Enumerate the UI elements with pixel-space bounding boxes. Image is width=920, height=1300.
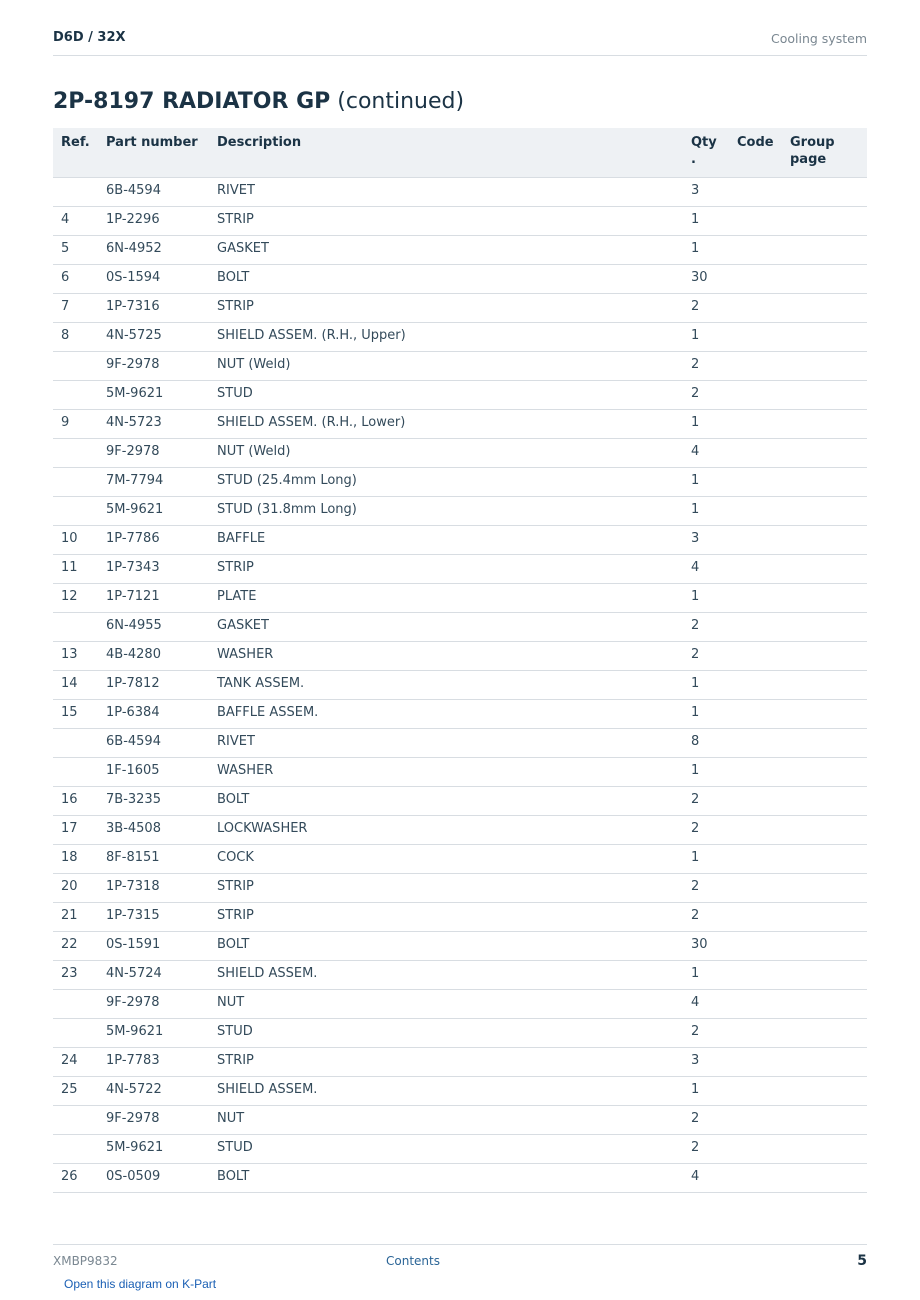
- cell-description: LOCKWASHER: [217, 815, 691, 844]
- table-row: [53, 960, 867, 989]
- table-row: [53, 380, 867, 409]
- cell-qty: 4: [691, 1163, 737, 1192]
- cell-code: [737, 206, 790, 235]
- cell-group-page: [790, 177, 867, 206]
- title-main: 2P-8197 RADIATOR GP: [53, 89, 331, 114]
- cell-part-number: 4N-5725: [106, 322, 217, 351]
- cell-description: STUD: [217, 1018, 691, 1047]
- cell-qty: 1: [691, 467, 737, 496]
- table-row: [53, 351, 867, 380]
- cell-ref: 7: [53, 293, 106, 322]
- cell-part-number: 1F-1605: [106, 757, 217, 786]
- cell-part-number: 1P-7783: [106, 1047, 217, 1076]
- table-row: [53, 699, 867, 728]
- cell-description: STRIP: [217, 902, 691, 931]
- cell-code: [737, 670, 790, 699]
- cell-group-page: [790, 960, 867, 989]
- cell-part-number: 0S-0509: [106, 1163, 217, 1192]
- cell-group-page: [790, 554, 867, 583]
- document-id: XMBP9832: [53, 1254, 118, 1268]
- cell-qty: 1: [691, 496, 737, 525]
- cell-part-number: 1P-7786: [106, 525, 217, 554]
- table-row: [53, 177, 867, 206]
- cell-qty: 3: [691, 525, 737, 554]
- parts-table: [53, 128, 867, 1193]
- cell-part-number: 1P-6384: [106, 699, 217, 728]
- cell-group-page: [790, 757, 867, 786]
- page-footer: [53, 1244, 867, 1275]
- cell-code: [737, 757, 790, 786]
- cell-part-number: 1P-7316: [106, 293, 217, 322]
- cell-description: BAFFLE: [217, 525, 691, 554]
- cell-qty: 1: [691, 757, 737, 786]
- cell-description: TANK ASSEM.: [217, 670, 691, 699]
- contents-link[interactable]: Contents: [386, 1254, 440, 1268]
- cell-code: [737, 1076, 790, 1105]
- cell-group-page: [790, 496, 867, 525]
- cell-ref: 15: [53, 699, 106, 728]
- col-desc-header: Description: [217, 128, 691, 177]
- cell-qty: 3: [691, 1047, 737, 1076]
- cell-code: [737, 554, 790, 583]
- cell-description: STUD (31.8mm Long): [217, 496, 691, 525]
- cell-group-page: [790, 1047, 867, 1076]
- cell-description: WASHER: [217, 641, 691, 670]
- cell-qty: 2: [691, 293, 737, 322]
- cell-part-number: 5M-9621: [106, 380, 217, 409]
- cell-group-page: [790, 409, 867, 438]
- table-row: [53, 322, 867, 351]
- cell-description: STUD (25.4mm Long): [217, 467, 691, 496]
- cell-qty: 1: [691, 1076, 737, 1105]
- cell-ref: 23: [53, 960, 106, 989]
- cell-ref: 13: [53, 641, 106, 670]
- cell-group-page: [790, 467, 867, 496]
- cell-code: [737, 612, 790, 641]
- cell-code: [737, 728, 790, 757]
- cell-description: RIVET: [217, 728, 691, 757]
- cell-description: BOLT: [217, 931, 691, 960]
- model-label: D6D / 32X: [53, 30, 126, 45]
- cell-code: [737, 525, 790, 554]
- cell-part-number: 1P-7343: [106, 554, 217, 583]
- cell-part-number: 6N-4952: [106, 235, 217, 264]
- cell-code: [737, 467, 790, 496]
- cell-part-number: 5M-9621: [106, 496, 217, 525]
- cell-code: [737, 989, 790, 1018]
- table-row: [53, 438, 867, 467]
- cell-description: SHIELD ASSEM.: [217, 1076, 691, 1105]
- cell-ref: [53, 177, 106, 206]
- cell-description: STRIP: [217, 206, 691, 235]
- cell-qty: 3: [691, 177, 737, 206]
- cell-ref: [53, 1105, 106, 1134]
- cell-description: BAFFLE ASSEM.: [217, 699, 691, 728]
- col-part-header: Part number: [106, 128, 217, 177]
- cell-code: [737, 177, 790, 206]
- cell-description: PLATE: [217, 583, 691, 612]
- cell-ref: [53, 351, 106, 380]
- cell-qty: 2: [691, 902, 737, 931]
- cell-ref: 9: [53, 409, 106, 438]
- page-header: [53, 28, 867, 56]
- cell-ref: [53, 467, 106, 496]
- cell-description: STUD: [217, 1134, 691, 1163]
- cell-code: [737, 960, 790, 989]
- col-group-header: Group page: [790, 128, 867, 177]
- cell-description: NUT: [217, 1105, 691, 1134]
- cell-group-page: [790, 931, 867, 960]
- cell-qty: 2: [691, 1018, 737, 1047]
- cell-qty: 4: [691, 438, 737, 467]
- col-qty-header: Qty .: [691, 128, 737, 177]
- cell-code: [737, 902, 790, 931]
- cell-description: STRIP: [217, 293, 691, 322]
- table-row: [53, 757, 867, 786]
- cell-code: [737, 873, 790, 902]
- cell-group-page: [790, 293, 867, 322]
- cell-ref: [53, 989, 106, 1018]
- cell-qty: 2: [691, 786, 737, 815]
- cell-part-number: 9F-2978: [106, 989, 217, 1018]
- cell-qty: 1: [691, 235, 737, 264]
- cell-ref: 5: [53, 235, 106, 264]
- cell-part-number: 1P-7121: [106, 583, 217, 612]
- cell-group-page: [790, 815, 867, 844]
- cell-group-page: [790, 351, 867, 380]
- cell-part-number: 1P-2296: [106, 206, 217, 235]
- cell-code: [737, 293, 790, 322]
- cell-code: [737, 1105, 790, 1134]
- cell-ref: 4: [53, 206, 106, 235]
- cell-part-number: 6B-4594: [106, 728, 217, 757]
- cell-code: [737, 1047, 790, 1076]
- cell-ref: [53, 496, 106, 525]
- cell-ref: [53, 728, 106, 757]
- table-row: [53, 873, 867, 902]
- cell-group-page: [790, 670, 867, 699]
- cell-code: [737, 1134, 790, 1163]
- cell-description: SHIELD ASSEM. (R.H., Upper): [217, 322, 691, 351]
- cell-qty: 30: [691, 264, 737, 293]
- cell-ref: 24: [53, 1047, 106, 1076]
- table-row: [53, 844, 867, 873]
- section-label: Cooling system: [771, 31, 867, 46]
- cell-part-number: 0S-1594: [106, 264, 217, 293]
- cell-group-page: [790, 612, 867, 641]
- cell-ref: [53, 438, 106, 467]
- table-row: [53, 670, 867, 699]
- table-row: [53, 1018, 867, 1047]
- cell-ref: 21: [53, 902, 106, 931]
- table-row: [53, 467, 867, 496]
- cell-qty: 8: [691, 728, 737, 757]
- cell-qty: 2: [691, 380, 737, 409]
- table-row: [53, 931, 867, 960]
- cell-ref: [53, 757, 106, 786]
- cell-ref: 18: [53, 844, 106, 873]
- table-row: [53, 1105, 867, 1134]
- cell-code: [737, 583, 790, 612]
- cell-qty: 1: [691, 699, 737, 728]
- cell-ref: 22: [53, 931, 106, 960]
- cell-group-page: [790, 873, 867, 902]
- cell-qty: 2: [691, 351, 737, 380]
- cell-part-number: 1P-7318: [106, 873, 217, 902]
- col-ref-header: Ref.: [53, 128, 106, 177]
- cell-part-number: 4N-5722: [106, 1076, 217, 1105]
- cell-part-number: 9F-2978: [106, 351, 217, 380]
- cell-group-page: [790, 902, 867, 931]
- cell-code: [737, 1018, 790, 1047]
- cell-group-page: [790, 786, 867, 815]
- cell-ref: 25: [53, 1076, 106, 1105]
- cell-group-page: [790, 264, 867, 293]
- cell-code: [737, 322, 790, 351]
- cell-group-page: [790, 641, 867, 670]
- cell-code: [737, 815, 790, 844]
- cell-group-page: [790, 989, 867, 1018]
- cell-group-page: [790, 844, 867, 873]
- table-row: [53, 989, 867, 1018]
- cell-description: STUD: [217, 380, 691, 409]
- cell-qty: 1: [691, 670, 737, 699]
- table-header-row: [53, 128, 867, 177]
- cell-qty: 1: [691, 322, 737, 351]
- cell-qty: 2: [691, 641, 737, 670]
- cell-qty: 1: [691, 583, 737, 612]
- cell-part-number: 0S-1591: [106, 931, 217, 960]
- cell-qty: 1: [691, 206, 737, 235]
- cell-group-page: [790, 1134, 867, 1163]
- cell-part-number: 4B-4280: [106, 641, 217, 670]
- table-row: [53, 554, 867, 583]
- cell-ref: [53, 380, 106, 409]
- cell-part-number: 7M-7794: [106, 467, 217, 496]
- cell-group-page: [790, 1018, 867, 1047]
- cell-qty: 1: [691, 960, 737, 989]
- cell-group-page: [790, 322, 867, 351]
- cell-part-number: 3B-4508: [106, 815, 217, 844]
- cell-ref: 17: [53, 815, 106, 844]
- table-row: [53, 815, 867, 844]
- cell-group-page: [790, 699, 867, 728]
- table-row: [53, 496, 867, 525]
- cell-group-page: [790, 235, 867, 264]
- page-title: [53, 89, 464, 114]
- table-body: [53, 177, 867, 1192]
- cell-description: BOLT: [217, 264, 691, 293]
- cell-group-page: [790, 1076, 867, 1105]
- cell-description: GASKET: [217, 612, 691, 641]
- cell-group-page: [790, 728, 867, 757]
- cell-part-number: 6B-4594: [106, 177, 217, 206]
- cell-code: [737, 786, 790, 815]
- cell-description: STRIP: [217, 1047, 691, 1076]
- cell-part-number: 5M-9621: [106, 1018, 217, 1047]
- table-row: [53, 786, 867, 815]
- col-code-header: Code: [737, 128, 790, 177]
- table-row: [53, 728, 867, 757]
- cell-code: [737, 496, 790, 525]
- cell-description: SHIELD ASSEM. (R.H., Lower): [217, 409, 691, 438]
- cell-qty: 4: [691, 989, 737, 1018]
- cell-ref: 10: [53, 525, 106, 554]
- cell-code: [737, 931, 790, 960]
- cell-code: [737, 699, 790, 728]
- table-row: [53, 1076, 867, 1105]
- cell-code: [737, 264, 790, 293]
- table-row: [53, 264, 867, 293]
- cell-part-number: 6N-4955: [106, 612, 217, 641]
- cell-description: BOLT: [217, 786, 691, 815]
- cell-part-number: 8F-8151: [106, 844, 217, 873]
- cell-code: [737, 235, 790, 264]
- cell-qty: 1: [691, 409, 737, 438]
- cell-ref: [53, 1018, 106, 1047]
- table-row: [53, 235, 867, 264]
- cell-ref: [53, 612, 106, 641]
- cell-ref: 6: [53, 264, 106, 293]
- cell-group-page: [790, 583, 867, 612]
- table-row: [53, 1134, 867, 1163]
- cell-group-page: [790, 206, 867, 235]
- cell-description: STRIP: [217, 873, 691, 902]
- cell-part-number: 1P-7812: [106, 670, 217, 699]
- cell-qty: 30: [691, 931, 737, 960]
- cell-code: [737, 438, 790, 467]
- table-row: [53, 293, 867, 322]
- cell-ref: 26: [53, 1163, 106, 1192]
- cell-code: [737, 409, 790, 438]
- cell-group-page: [790, 525, 867, 554]
- cell-ref: 11: [53, 554, 106, 583]
- cell-qty: 4: [691, 554, 737, 583]
- cell-description: NUT: [217, 989, 691, 1018]
- cell-qty: 2: [691, 873, 737, 902]
- cell-description: STRIP: [217, 554, 691, 583]
- cell-qty: 2: [691, 1105, 737, 1134]
- cell-description: BOLT: [217, 1163, 691, 1192]
- cell-description: NUT (Weld): [217, 351, 691, 380]
- cell-ref: 14: [53, 670, 106, 699]
- cell-group-page: [790, 380, 867, 409]
- cell-part-number: 1P-7315: [106, 902, 217, 931]
- cell-ref: 12: [53, 583, 106, 612]
- cell-description: COCK: [217, 844, 691, 873]
- cell-description: NUT (Weld): [217, 438, 691, 467]
- cell-part-number: 9F-2978: [106, 1105, 217, 1134]
- kpart-link[interactable]: Open this diagram on K-Part: [64, 1277, 217, 1291]
- title-suffix: (continued): [337, 89, 465, 114]
- table-row: [53, 409, 867, 438]
- cell-part-number: 5M-9621: [106, 1134, 217, 1163]
- cell-qty: 2: [691, 815, 737, 844]
- table-row: [53, 902, 867, 931]
- cell-group-page: [790, 438, 867, 467]
- cell-qty: 2: [691, 612, 737, 641]
- cell-group-page: [790, 1163, 867, 1192]
- cell-ref: [53, 1134, 106, 1163]
- cell-code: [737, 351, 790, 380]
- page-number: 5: [857, 1253, 867, 1269]
- cell-ref: 8: [53, 322, 106, 351]
- table-row: [53, 583, 867, 612]
- table-row: [53, 1163, 867, 1192]
- cell-part-number: 4N-5723: [106, 409, 217, 438]
- cell-part-number: 4N-5724: [106, 960, 217, 989]
- cell-code: [737, 380, 790, 409]
- cell-description: SHIELD ASSEM.: [217, 960, 691, 989]
- table-row: [53, 1047, 867, 1076]
- cell-qty: 2: [691, 1134, 737, 1163]
- cell-ref: 20: [53, 873, 106, 902]
- cell-description: RIVET: [217, 177, 691, 206]
- cell-code: [737, 844, 790, 873]
- cell-group-page: [790, 1105, 867, 1134]
- cell-description: GASKET: [217, 235, 691, 264]
- cell-code: [737, 1163, 790, 1192]
- table-row: [53, 525, 867, 554]
- cell-code: [737, 641, 790, 670]
- table-row: [53, 612, 867, 641]
- cell-ref: 16: [53, 786, 106, 815]
- table-row: [53, 206, 867, 235]
- cell-description: WASHER: [217, 757, 691, 786]
- cell-part-number: 9F-2978: [106, 438, 217, 467]
- cell-qty: 1: [691, 844, 737, 873]
- cell-part-number: 7B-3235: [106, 786, 217, 815]
- table-row: [53, 641, 867, 670]
